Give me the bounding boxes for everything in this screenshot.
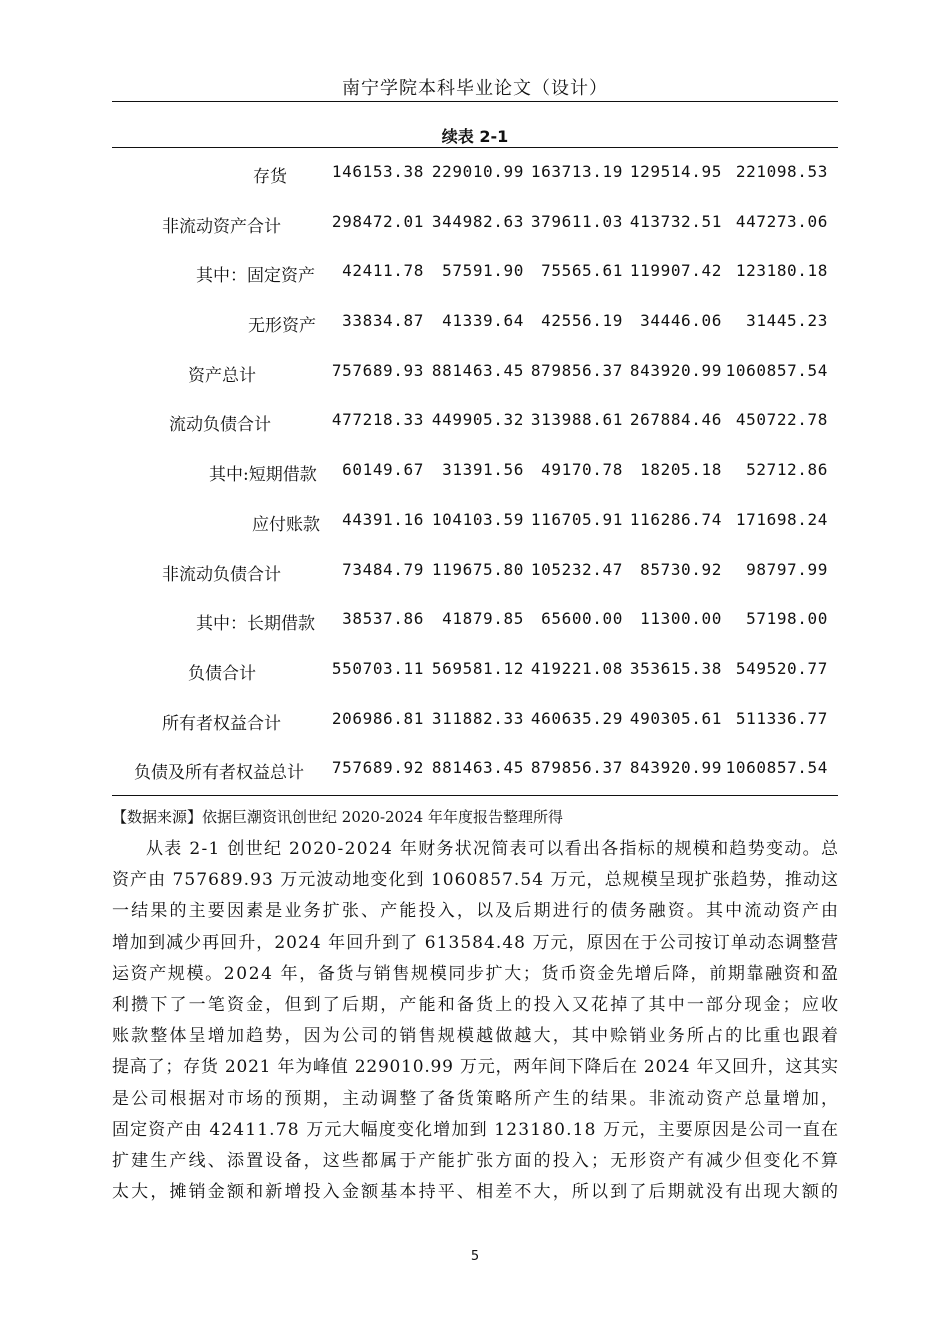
paragraph-line: 是公司根据对市场的预期，主动调整了备货策略所产生的结果。非流动资产总量增加， bbox=[112, 1088, 841, 1109]
table-cell: 65600.00 bbox=[541, 609, 623, 629]
row-label: 资产总计 bbox=[188, 365, 256, 386]
paragraph-line: 一结果的主要因素是业务扩张、产能投入，以及后期进行的债务融资。其中流动资产由 bbox=[112, 901, 841, 922]
paragraph-line: 太大，摊销金额和新增投入金额基本持平、相差不大，所以到了后期就没有出现大额的 bbox=[112, 1182, 841, 1203]
table-cell: 413732.51 bbox=[629, 211, 722, 231]
table-cell: 42411.78 bbox=[342, 261, 424, 281]
body-paragraph bbox=[112, 834, 841, 1208]
table-cell: 11300.00 bbox=[640, 609, 722, 629]
paragraph-line: 运资产规模。2024 年，备货与销售规模同步扩大；货币资金先增后降，前期靠融资和盈 bbox=[112, 963, 840, 984]
table-cell: 549520.77 bbox=[735, 658, 828, 678]
paragraph-line: 资产由 757689.93 万元波动地变化到 1060857.54 万元，总规模呈现扩张趋势，推动这 bbox=[112, 870, 840, 891]
table-cell: 18205.18 bbox=[640, 460, 722, 480]
table-cell: 105232.47 bbox=[530, 559, 623, 579]
paragraph-line: 固定资产由 42411.78 万元大幅度变化增加到 123180.18 万元，主要原因是公司一直在 bbox=[112, 1119, 840, 1140]
row-label: 非流动负债合计 bbox=[162, 564, 281, 585]
table-cell: 31445.23 bbox=[746, 311, 828, 331]
table-row bbox=[112, 148, 838, 198]
table-cell: 881463.45 bbox=[431, 360, 524, 380]
table-cell: 460635.29 bbox=[530, 708, 623, 728]
table-cell: 447273.06 bbox=[735, 211, 828, 231]
table-cell: 843920.99 bbox=[629, 758, 722, 778]
table-cell: 206986.81 bbox=[331, 708, 424, 728]
table-cell: 843920.99 bbox=[629, 360, 722, 380]
table-cell: 450722.78 bbox=[735, 410, 828, 430]
table-cell: 33834.87 bbox=[342, 311, 424, 331]
page-number: 5 bbox=[470, 1249, 480, 1264]
table-row bbox=[112, 645, 838, 695]
table-cell: 163713.19 bbox=[530, 162, 623, 181]
paragraph-line: 从表 2-1 创世纪 2020-2024 年财务状况简表可以看出各指标的规模和趋势变动。总 bbox=[146, 839, 840, 859]
table-row bbox=[112, 496, 838, 546]
row-label: 应付账款 bbox=[252, 514, 320, 535]
table-cell: 757689.92 bbox=[331, 758, 424, 778]
paragraph-line: 扩建生产线、添置设备，这些都属于产能扩张方面的投入；无形资产有减少但变化不算 bbox=[112, 1150, 841, 1171]
table-cell: 31391.56 bbox=[442, 460, 524, 480]
table-cell: 75565.61 bbox=[541, 261, 623, 281]
table-cell: 477218.33 bbox=[331, 410, 424, 430]
table-cell: 311882.33 bbox=[431, 708, 524, 728]
row-label: 负债及所有者权益总计 bbox=[134, 763, 304, 784]
table-cell: 52712.86 bbox=[746, 460, 828, 480]
table-cell: 344982.63 bbox=[431, 211, 524, 231]
row-label: 其中：固定资产 bbox=[196, 266, 315, 287]
table-cell: 313988.61 bbox=[530, 410, 623, 430]
row-label: 流动负债合计 bbox=[169, 415, 271, 436]
table-cell: 267884.46 bbox=[629, 410, 722, 430]
paragraph-line: 增加到减少再回升，2024 年回升到了 613584.48 万元，原因在于公司按订单动态调整营 bbox=[112, 932, 840, 953]
table-cell: 298472.01 bbox=[331, 211, 424, 231]
table-cell: 879856.37 bbox=[530, 360, 623, 380]
source-note: 【数据来源】依据巨潮资讯创世纪 2020-2024 年年度报告整理所得 bbox=[112, 808, 563, 826]
table-cell: 116705.91 bbox=[530, 509, 623, 529]
table-cell: 353615.38 bbox=[629, 658, 722, 678]
table-cell: 379611.03 bbox=[530, 211, 623, 231]
row-label: 无形资产 bbox=[248, 316, 316, 337]
table-cell: 104103.59 bbox=[431, 509, 524, 529]
table-cell: 41339.64 bbox=[442, 311, 524, 331]
table-cell: 73484.79 bbox=[342, 559, 424, 579]
table-cell: 146153.38 bbox=[331, 162, 424, 181]
table-cell: 85730.92 bbox=[640, 559, 722, 579]
table-row bbox=[112, 297, 838, 347]
table-row bbox=[112, 247, 838, 297]
table-cell: 44391.16 bbox=[342, 509, 424, 529]
table-cell: 1060857.54 bbox=[725, 360, 828, 380]
table-cell: 879856.37 bbox=[530, 758, 623, 778]
table-cell: 123180.18 bbox=[735, 261, 828, 281]
row-label: 存货 bbox=[253, 167, 287, 187]
row-label: 其中：长期借款 bbox=[196, 614, 315, 635]
table-cell: 42556.19 bbox=[541, 311, 623, 331]
table-cell: 229010.99 bbox=[431, 162, 524, 181]
table-cell: 119675.80 bbox=[431, 559, 524, 579]
table-row bbox=[112, 695, 838, 745]
header-rule bbox=[112, 101, 838, 102]
table-row bbox=[112, 347, 838, 397]
table-cell: 569581.12 bbox=[431, 658, 524, 678]
table-cell: 116286.74 bbox=[629, 509, 722, 529]
paragraph-line: 账款整体呈增加趋势，因为公司的销售规模越做越大，其中赊销业务所占的比重也跟着 bbox=[112, 1026, 841, 1047]
table-cell: 221098.53 bbox=[735, 162, 828, 181]
row-label: 负债合计 bbox=[188, 663, 256, 684]
table-row bbox=[112, 595, 838, 645]
table-cell: 49170.78 bbox=[541, 460, 623, 480]
table-cell: 41879.85 bbox=[442, 609, 524, 629]
table-cell: 171698.24 bbox=[735, 509, 828, 529]
paragraph-line: 提高了；存货 2021 年为峰值 229010.99 万元，两年间下降后在 2024 年又回升，这其实 bbox=[112, 1057, 839, 1078]
table-cell: 57591.90 bbox=[442, 261, 524, 281]
table-cell: 57198.00 bbox=[746, 609, 828, 629]
table-cell: 550703.11 bbox=[331, 658, 424, 678]
financial-table bbox=[112, 148, 838, 794]
table-row bbox=[112, 546, 838, 596]
table-cell: 119907.42 bbox=[629, 261, 722, 281]
table-cell: 60149.67 bbox=[342, 460, 424, 480]
table-cell: 129514.95 bbox=[629, 162, 722, 181]
table-row bbox=[112, 744, 838, 794]
table-cell: 449905.32 bbox=[431, 410, 524, 430]
table-cell: 419221.08 bbox=[530, 658, 623, 678]
table-row bbox=[112, 396, 838, 446]
table-row bbox=[112, 446, 838, 496]
table-caption: 续表 2-1 bbox=[441, 127, 509, 146]
table-row bbox=[112, 198, 838, 248]
table-cell: 511336.77 bbox=[735, 708, 828, 728]
table-cell: 1060857.54 bbox=[725, 758, 828, 778]
page-header-title: 南宁学院本科毕业论文（设计） bbox=[342, 78, 608, 99]
row-label: 其中:短期借款 bbox=[209, 465, 317, 486]
table-cell: 490305.61 bbox=[629, 708, 722, 728]
table-cell: 757689.93 bbox=[331, 360, 424, 380]
table-cell: 38537.86 bbox=[342, 609, 424, 629]
table-cell: 34446.06 bbox=[640, 311, 722, 331]
table-bottom-rule bbox=[112, 795, 838, 796]
table-cell: 881463.45 bbox=[431, 758, 524, 778]
paragraph-line: 利攒下了一笔资金，但到了后期，产能和备货上的投入又花掉了其中一部分现金；应收 bbox=[112, 994, 841, 1015]
table-cell: 98797.99 bbox=[746, 559, 828, 579]
row-label: 所有者权益合计 bbox=[162, 713, 281, 734]
row-label: 非流动资产合计 bbox=[162, 216, 281, 237]
